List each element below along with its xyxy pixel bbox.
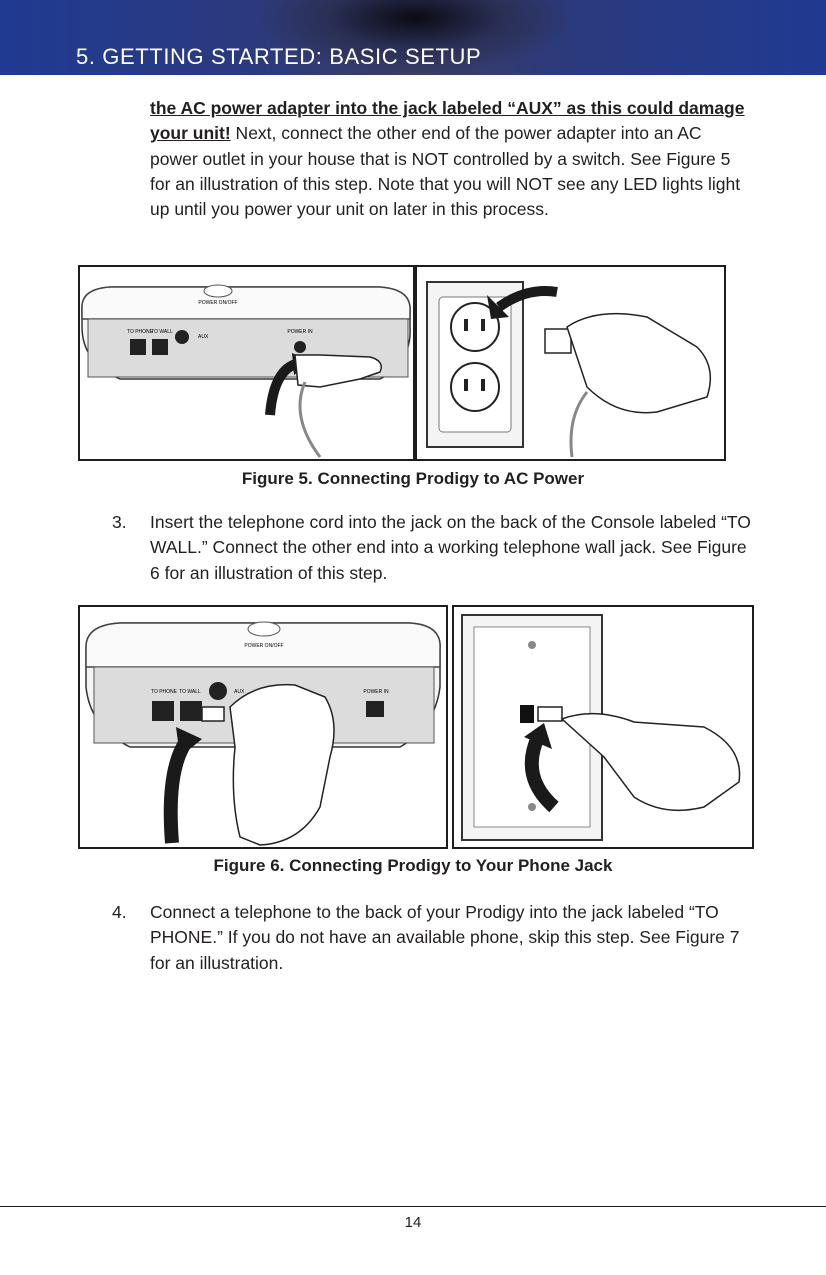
step-3 [112,510,752,590]
section-title: 5. GETTING STARTED: BASIC SETUP [76,44,482,69]
to-wall-label: TO WALL [151,329,173,335]
step-text: Connect a telephone to the back of your Prodigy into the jack labeled “TO PHONE.” If you do not have an available phone, skip this step. See Figure 7 for an illustration. [150,902,740,973]
aux-jack [175,330,189,344]
to-phone-jack [152,701,174,721]
to-wall-label: TO WALL [179,689,201,695]
hand-illustration [295,355,381,387]
step-4 [112,900,752,980]
to-wall-jack [152,339,168,355]
page-number: 14 [404,1214,422,1231]
power-in-label: POWER IN [287,329,313,335]
hand-illustration [567,314,710,413]
figure5-console-panel [78,265,415,461]
figure6-console-panel [78,605,448,849]
to-phone-label: TO PHONE [150,689,178,695]
power-switch-label: POWER ON/OFF [244,643,284,649]
figure6-console-illustration [80,607,446,847]
footer-rule [0,1206,826,1207]
section-header [0,0,826,75]
to-wall-jack [180,701,202,721]
power-in-jack [294,341,306,353]
aux-label: AUX [234,689,245,695]
power-plug [545,329,571,353]
to-phone-jack [130,339,146,355]
step-text: Insert the telephone cord into the jack on the back of the Console labeled “TO WALL.” Connect the other end into a working telephone wall jack. See Figure 6 for an illustration of this step. [150,512,751,583]
figure6-caption: Figure 6. Connecting Prodigy to Your Phone Jack [213,856,613,875]
figure5-outlet-panel [415,265,726,461]
step-number: 3. [112,512,127,532]
figure5-caption: Figure 5. Connecting Prodigy to AC Power [241,469,585,488]
phone-wall-jack [520,705,534,723]
warning-text: the AC power adapter into the jack labeled “AUX” as this could damage your unit! [150,98,745,144]
phone-plug [538,707,562,721]
power-in-jack [366,701,384,717]
intro-paragraph [150,96,750,222]
phone-plug [202,707,224,721]
figure5-console-illustration [80,267,413,459]
outlet-lower [451,363,499,411]
arrow-shaft [171,739,188,843]
to-phone-label: TO PHONE [126,329,154,335]
aux-jack [209,682,227,700]
step-number: 4. [112,902,127,922]
aux-label: AUX [198,334,209,340]
figure6-walljack-panel [452,605,754,849]
intro-text: Next, connect the other end of the power adapter into an AC power outlet in your house that is NOT controlled by a switch. See Figure 5 for an illustration of this step. Note that you will NOT see any LED lights light up until you power your unit on later in this process. [150,123,741,220]
power-cord [300,382,320,457]
power-in-label: POWER IN [363,689,389,695]
hand-illustration [230,685,334,845]
figure6-walljack-illustration [454,607,752,847]
power-cord [571,392,587,457]
figure5-outlet-illustration [417,267,724,459]
power-switch-label: POWER ON/OFF [198,300,238,306]
